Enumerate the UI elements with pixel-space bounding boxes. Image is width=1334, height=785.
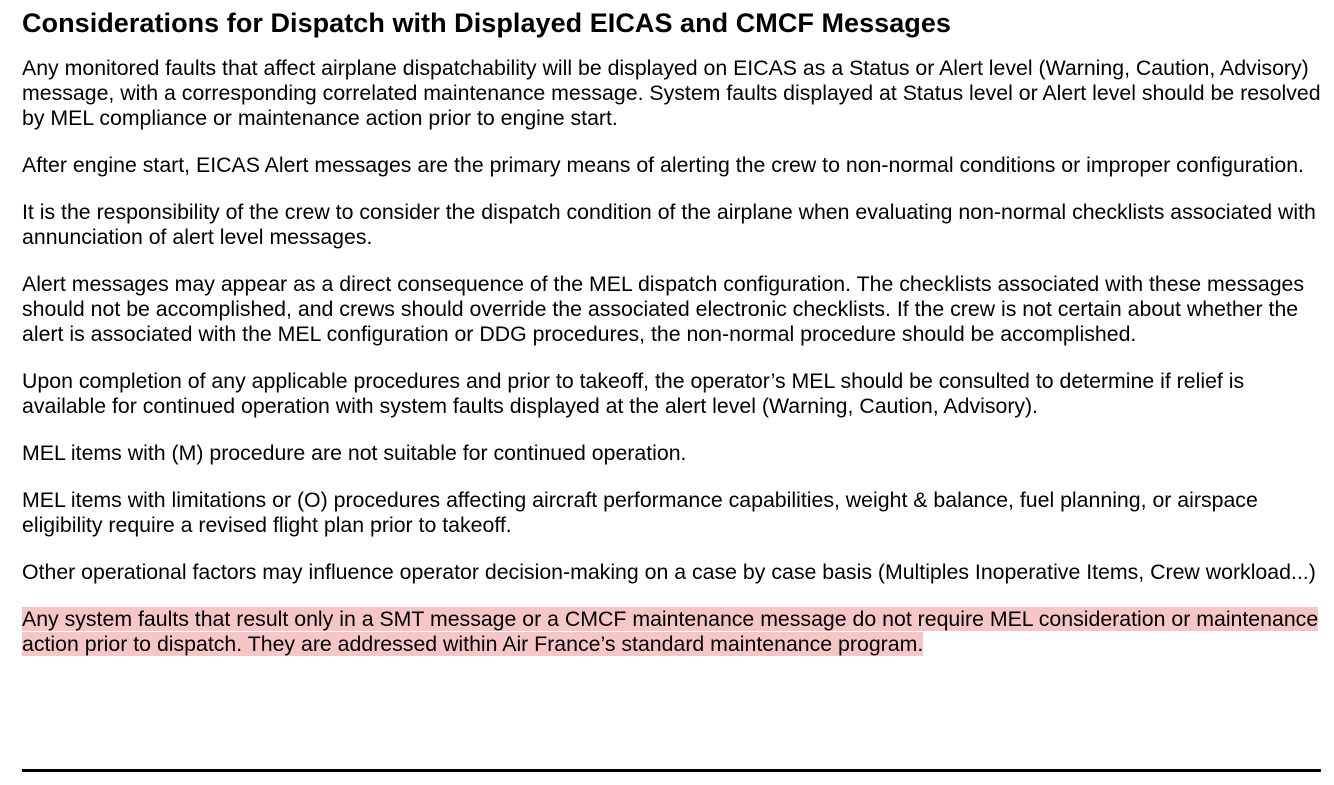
- document-page: [22, 0, 1322, 679]
- paragraph-alert-messages-mel: Alert messages may appear as a direct consequence of the MEL dispatch configuration. The checklists associated with these messages should not be accomplished, and crews should override the associated electronic checklists. If the crew is not certain about whether the alert is associated with the MEL configuration or DDG procedures, the non-normal procedure should be accomplished.: [22, 272, 1305, 346]
- paragraph-crew-responsibility: It is the responsibility of the crew to consider the dispatch condition of the airplane when evaluating non-normal checklists associated with annunciation of alert level messages.: [22, 200, 1316, 249]
- paragraph-prior-to-takeoff: Upon completion of any applicable procedures and prior to takeoff, the operator’s MEL should be consulted to determine if relief is available for continued operation with system faults displayed at the alert level (Warning, Caution, Advisory).: [22, 369, 1245, 418]
- bottom-rule-divider: [22, 769, 1321, 772]
- paragraph-operational-factors: Other operational factors may influence operator decision-making on a case by case basis (Multiples Inoperative Items, Crew workload...): [22, 560, 1316, 584]
- document-body: [22, 56, 1322, 657]
- paragraph-mel-m-procedure: MEL items with (M) procedure are not suitable for continued operation.: [22, 441, 687, 465]
- paragraph-highlighted-smt-cmcf: [22, 607, 1322, 657]
- paragraph-eicas-faults: Any monitored faults that affect airplane dispatchability will be displayed on EICAS as a Status or Alert level (Warning, Caution, Advisory) message, with a corresponding correlated maintenance message. System faults displayed at Status level or Alert level should be resolved by MEL compliance or maintenance action prior to engine start.: [22, 56, 1321, 130]
- document-title: Considerations for Dispatch with Displayed EICAS and CMCF Messages: [22, 8, 951, 38]
- highlighted-text: Any system faults that result only in a SMT message or a CMCF maintenance message do not require MEL consideration or maintenance action prior to dispatch. They are addressed within Air France’s standard maintenance program.: [22, 607, 1319, 656]
- paragraph-mel-limitations: MEL items with limitations or (O) procedures affecting aircraft performance capabilities, weight & balance, fuel planning, or airspace eligibility require a revised flight plan prior to takeoff.: [22, 488, 1258, 537]
- paragraph-after-engine-start: After engine start, EICAS Alert messages are the primary means of alerting the crew to non-normal conditions or improper configuration.: [22, 153, 1304, 177]
